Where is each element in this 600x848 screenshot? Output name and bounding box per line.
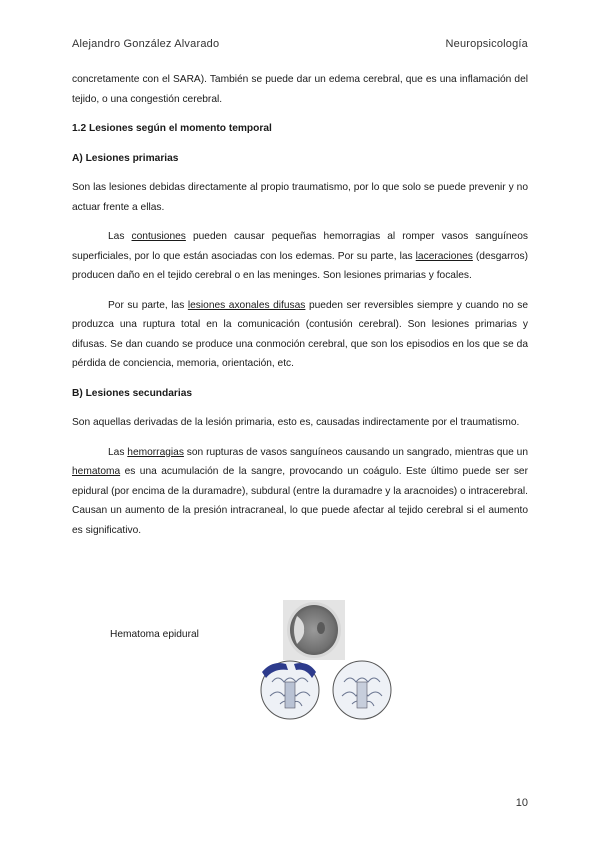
subsection-primary: A) Lesiones primarias	[72, 152, 179, 164]
term-hemorragias: hemorragias	[127, 446, 184, 458]
figure-caption: Hematoma epidural	[110, 629, 199, 640]
paragraph-hemorrhages	[72, 443, 528, 541]
figure-epidural-hematoma	[72, 600, 528, 720]
text-run: Por su parte, las	[108, 299, 188, 311]
term-contusiones: contusiones	[131, 231, 186, 242]
paragraph-primary-definition: Son las lesiones debidas directamente al propio traumatismo, por lo que solo se puede prevenir y no actuar frente a ellas.	[72, 182, 528, 213]
term-laceraciones: laceraciones	[415, 250, 473, 262]
header-subject: Neuropsicología	[445, 38, 528, 50]
text-run: (desgarros) producen daño en el tejido cerebral o en las meninges. Son lesiones primarias y focales.	[72, 250, 529, 281]
section-title: 1.2 Lesiones según el momento temporal	[72, 123, 272, 134]
brain-diagram	[252, 652, 412, 722]
text-run: es una acumulación de la sangre, provocando un coágulo. Este último puede ser ser epidural (por encima de la duramadre), subdural (entre la duramadre y la aracnoides) o intracerebral. Causan un aumento de la presión intracraneal, lo que puede afectar al tejido cerebral si el aumento es significativo.	[72, 466, 528, 536]
body-text	[72, 70, 528, 540]
term-lesiones-axonales: lesiones axonales difusas	[187, 299, 306, 311]
text-run: pueden causar pequeñas hemorragias al romper vasos sanguíneos superficiales, por lo que están asociadas con los edemas. Por su parte, las	[72, 231, 528, 262]
subsection-secondary: B) Lesiones secundarias	[72, 387, 193, 399]
page-number: 10	[515, 797, 528, 809]
text-run: pueden ser reversibles siempre y cuando no se produzca una ruptura total en la comunicación (contusión cerebral). Son lesiones primarias y difusas. Se dan cuando se produce una conmoción cerebral, que son los episodios en los que se da pérdida de conciencia, memoria, orientación, etc.	[72, 299, 528, 369]
text-run: Las	[108, 231, 132, 242]
paragraph-contusions	[72, 227, 528, 286]
header-author: Alejandro González Alvarado	[72, 38, 220, 50]
paragraph-axonal	[72, 296, 528, 374]
ct-scan-image	[283, 600, 345, 660]
paragraph-secondary-definition: Son aquellas derivadas de la lesión primaria, esto es, causadas indirectamente por el traumatismo.	[72, 417, 520, 428]
text-run: son rupturas de vasos sanguíneos causando un sangrado, mientras que un	[183, 446, 528, 458]
term-hematoma: hematoma	[72, 466, 121, 477]
text-run: Las	[108, 446, 128, 458]
paragraph-continuation: concretamente con el SARA). También se puede dar un edema cerebral, que es una inflamación del tejido, o una congestión cerebral.	[72, 74, 528, 105]
